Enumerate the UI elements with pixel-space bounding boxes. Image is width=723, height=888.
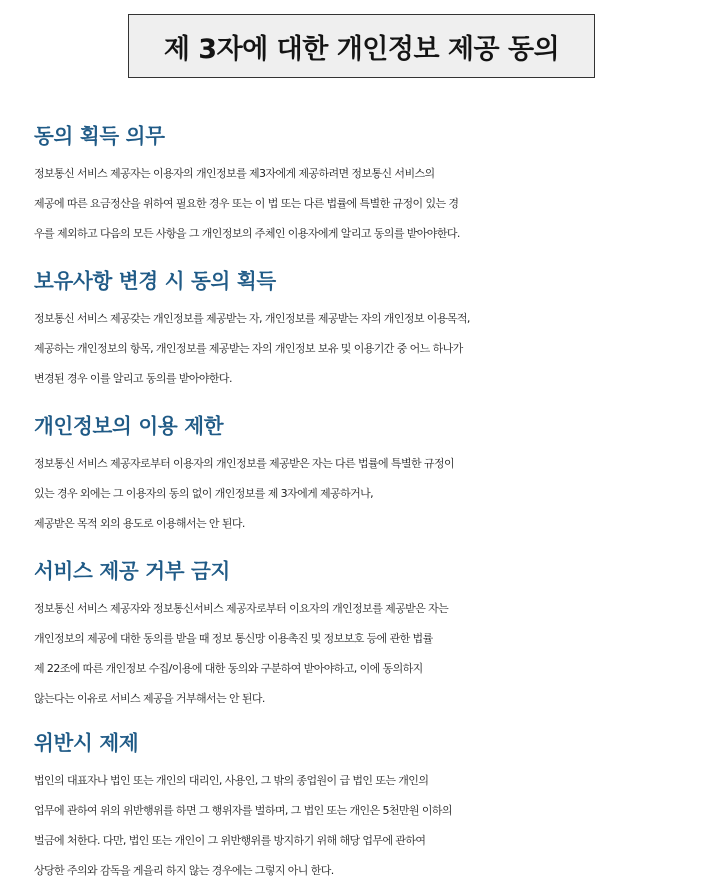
section-consent-obligation [34,124,714,249]
body-line: 정보통신 서비스 제공갖는 개인정보를 제공받는 자, 개인정보를 제공받는 자의 개인정보 이용목적, [34,312,470,325]
section-heading: 서비스 제공 거부 금지 [34,559,231,583]
page-title: 제 3자에 대한 개인정보 제공 동의 [163,33,560,65]
body-line: 제공에 따른 요금정산을 위하여 필요한 경우 또는 이 법 또는 다른 법률에 특별한 규정이 있는 경 [34,197,459,210]
body-line: 정보통신 서비스 제공자는 이용자의 개인정보를 제3자에게 제공하려면 정보통신 서비스의 [34,167,435,180]
body-line: 벌금에 처한다. 다만, 법인 또는 개인이 그 위반행위를 방지하기 위해 해당 업무에 관하여 [34,834,426,847]
section-heading: 동의 획득 의무 [34,124,165,148]
section-refusal-prohibition [34,559,714,714]
section-heading: 보유사항 변경 시 동의 획득 [34,269,276,293]
section-body [34,594,714,714]
body-line: 있는 경우 외에는 그 이용자의 동의 없이 개인정보를 제 3자에게 제공하거나, [34,487,374,500]
body-line: 제 22조에 따른 개인정보 수집/이용에 대한 동의와 구분하여 받아야하고, 이에 동의하지 [34,662,423,675]
body-line: 변경된 경우 이를 알리고 동의를 받아야한다. [34,372,232,385]
body-line: 제공하는 개인정보의 항목, 개인정보를 제공받는 자의 개인정보 보유 및 이용기간 중 어느 하나가 [34,342,463,355]
section-body [34,766,714,886]
section-body [34,159,714,249]
body-line: 정보통신 서비스 제공자와 정보통신서비스 제공자로부터 이요자의 개인정보를 제공받은 자는 [34,602,449,615]
body-line: 않는다는 이유로 서비스 제공을 거부해서는 안 된다. [34,692,265,705]
section-usage-limit [34,414,714,539]
body-line: 우를 제외하고 다음의 모든 사항을 그 개인정보의 주체인 이용자에게 알리고 동의를 받아야한다. [34,227,460,240]
body-line: 제공받은 목적 외의 용도로 이용해서는 안 된다. [34,517,245,530]
body-line: 정보통신 서비스 제공자로부터 이용자의 개인정보를 제공받은 자는 다른 법률에 특별한 규정이 [34,457,454,470]
section-body [34,449,714,539]
body-line: 상당한 주의와 감독을 게을리 하지 않는 경우에는 그렇지 아니 한다. [34,864,334,877]
section-heading: 개인정보의 이용 제한 [34,414,224,438]
section-heading: 위반시 제제 [34,731,139,755]
section-penalty [34,731,714,886]
body-line: 업무에 관하여 위의 위반행위를 하면 그 행위자를 벌하며, 그 법인 또는 개인은 5천만원 이하의 [34,804,452,817]
section-change-consent [34,269,714,394]
body-line: 법인의 대표자나 법인 또는 개인의 대리인, 사용인, 그 밖의 종업원이 급 법인 또는 개인의 [34,774,429,787]
body-line: 개인정보의 제공에 대한 동의를 받을 때 정보 통신망 이용촉진 및 정보보호 등에 관한 법률 [34,632,433,645]
section-body [34,304,714,394]
title-box [128,14,595,78]
